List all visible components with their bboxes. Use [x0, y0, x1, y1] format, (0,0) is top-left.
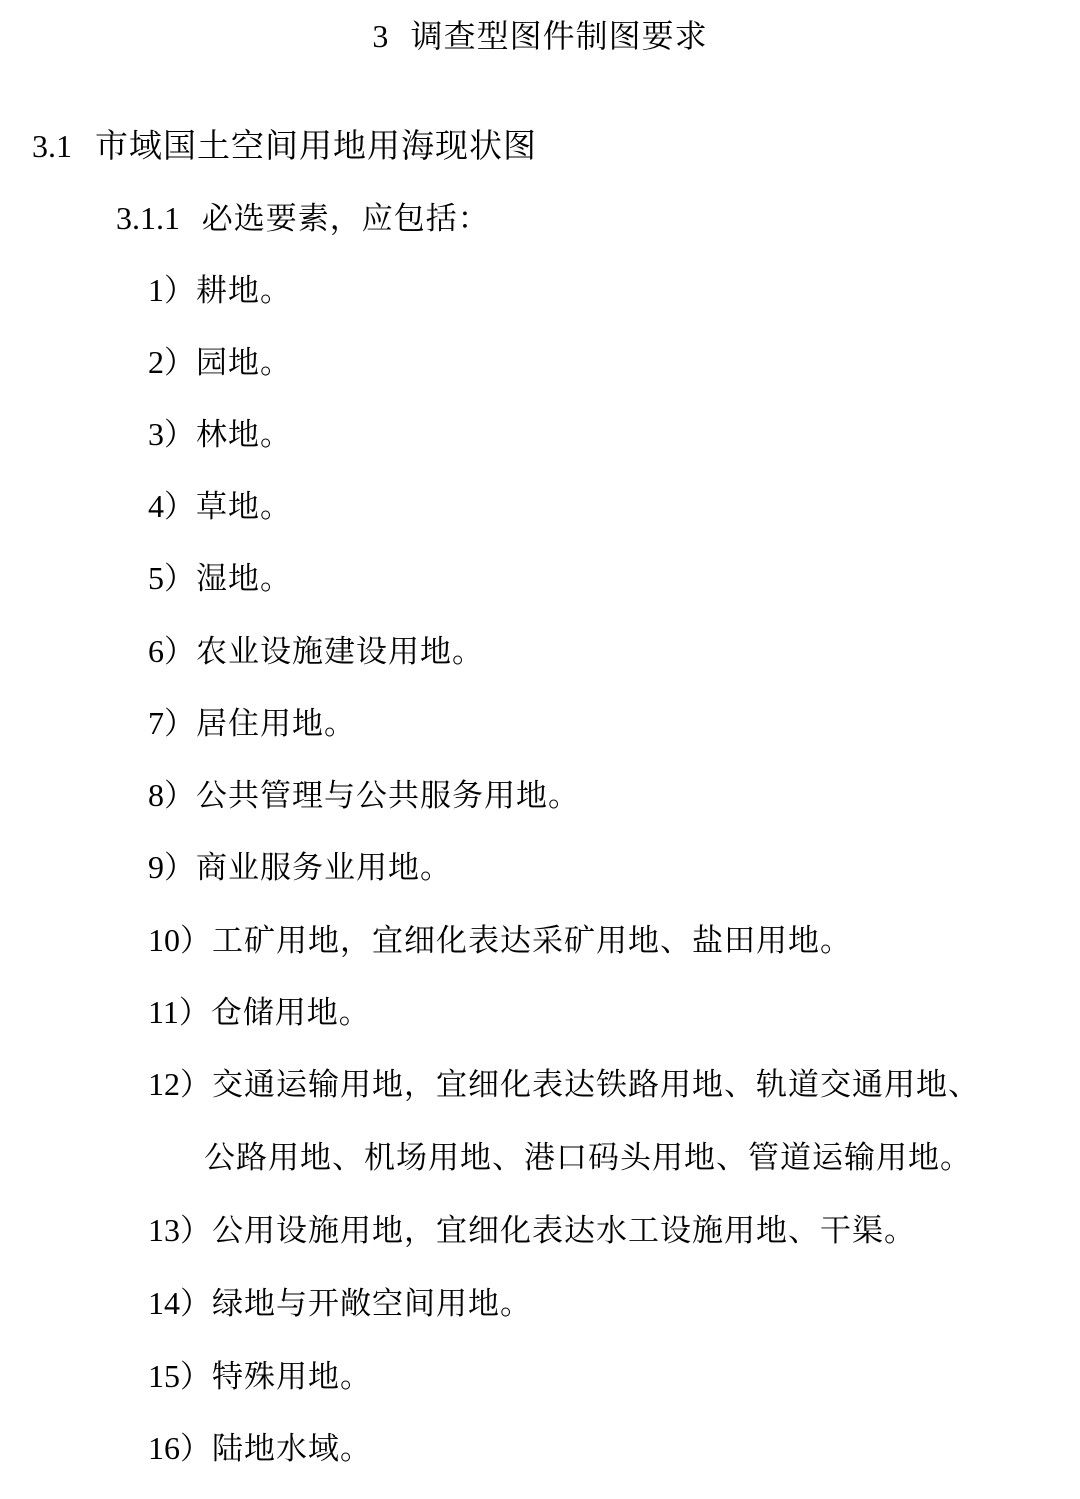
item-number: 10 [148, 922, 180, 958]
list-item-continuation: 公路用地、机场用地、港口码头用地、管道运输用地。 [204, 1140, 972, 1176]
section-heading-text: 市域国土空间用地用海现状图 [94, 126, 537, 165]
item-text: ）园地。 [164, 345, 292, 381]
item-text: ）商业服务业用地。 [164, 850, 452, 886]
chapter-title-text: 调查型图件制图要求 [410, 17, 708, 55]
list-item [148, 703, 356, 744]
list-item [148, 1356, 372, 1397]
list-item [148, 1210, 916, 1251]
item-text: ）绿地与开敞空间用地。 [180, 1286, 532, 1322]
item-number: 8 [148, 777, 164, 813]
item-text: ）公用设施用地，宜细化表达水工设施用地、干渠。 [180, 1213, 916, 1249]
item-text: ）湿地。 [164, 561, 292, 597]
chapter-number: 3 [372, 18, 389, 54]
item-number: 5 [148, 560, 164, 596]
list-item [148, 558, 292, 599]
item-number: 9 [148, 849, 164, 885]
item-number: 11 [148, 994, 179, 1030]
item-text: ）居住用地。 [164, 706, 356, 742]
item-text: ）公共管理与公共服务用地。 [164, 778, 580, 814]
list-item [148, 847, 452, 888]
item-text: ）工矿用地，宜细化表达采矿用地、盐田用地。 [180, 923, 852, 959]
section-heading [32, 126, 537, 166]
list-item [148, 270, 292, 311]
item-number: 14 [148, 1285, 180, 1321]
item-text: ）林地。 [164, 417, 292, 453]
item-number: 7 [148, 705, 164, 741]
item-text: ）仓储用地。 [178, 995, 371, 1031]
item-text: ）草地。 [164, 489, 292, 525]
item-number: 1 [148, 272, 164, 308]
list-item [148, 1064, 980, 1105]
list-item [148, 775, 580, 816]
item-text: ）交通运输用地，宜细化表达铁路用地、轨道交通用地、 [180, 1067, 980, 1103]
item-text: ）农业设施建设用地。 [164, 634, 484, 670]
item-number: 13 [148, 1212, 180, 1248]
item-number: 15 [148, 1358, 180, 1394]
list-item [148, 342, 292, 383]
item-number: 2 [148, 344, 164, 380]
list-item [148, 920, 852, 961]
item-text: ）陆地水域。 [180, 1431, 372, 1467]
list-item [148, 631, 484, 672]
item-number: 12 [148, 1066, 180, 1102]
item-number: 3 [148, 416, 164, 452]
item-number: 4 [148, 488, 164, 524]
subsection-heading [116, 198, 490, 239]
list-item [148, 414, 292, 455]
list-item [148, 1428, 372, 1469]
list-item [148, 992, 371, 1033]
subsection-number: 3.1.1 [116, 200, 180, 236]
subsection-heading-text: 必选要素，应包括： [201, 201, 490, 237]
item-text: ）特殊用地。 [180, 1359, 372, 1395]
item-number: 16 [148, 1430, 180, 1466]
chapter-title [0, 16, 1080, 56]
section-number: 3.1 [32, 128, 72, 164]
list-item [148, 1283, 532, 1324]
list-item [148, 486, 292, 527]
item-text: ）耕地。 [164, 273, 292, 309]
item-number: 6 [148, 633, 164, 669]
